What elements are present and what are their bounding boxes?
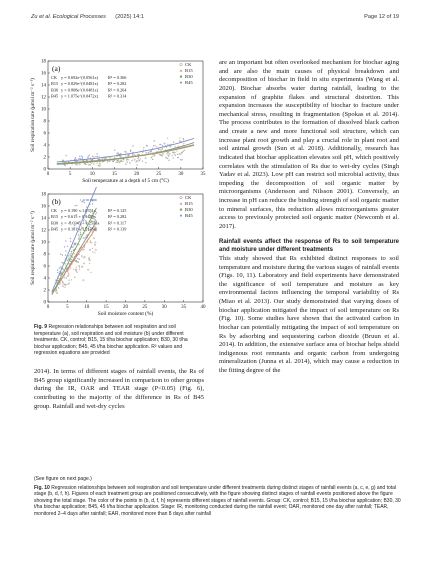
equation-series-name: CK xyxy=(51,75,57,80)
x-tick-label: 20 xyxy=(123,305,128,310)
data-point-b45 xyxy=(70,240,72,242)
data-point-b15 xyxy=(152,147,154,149)
data-point-b15 xyxy=(75,266,77,268)
data-point-ck xyxy=(89,249,90,250)
data-point-b45 xyxy=(68,255,70,257)
data-point-b45 xyxy=(80,199,82,201)
data-point-b30 xyxy=(113,161,114,162)
data-point-b45 xyxy=(159,154,161,156)
data-point-ck xyxy=(60,266,61,267)
y-tick-label: 10 xyxy=(41,240,46,246)
legend-marker-ck xyxy=(180,196,182,198)
y-tick-label: 6 xyxy=(43,131,46,137)
regression-equation: y = -0.0345 + 1.2575x xyxy=(61,220,100,226)
data-point-b15 xyxy=(125,155,127,157)
data-point-b15 xyxy=(68,272,70,274)
data-point-b45 xyxy=(62,254,64,256)
data-point-ck xyxy=(55,290,56,291)
data-point-b30 xyxy=(69,254,70,255)
data-point-ck xyxy=(88,258,89,259)
data-point-b30 xyxy=(69,280,70,281)
data-point-b30 xyxy=(60,275,61,276)
r-squared: R² = 0.264 xyxy=(108,87,127,93)
data-point-b30 xyxy=(75,244,76,245)
data-point-ck xyxy=(134,159,135,160)
data-point-ck xyxy=(59,284,60,285)
data-point-b15 xyxy=(64,286,66,288)
data-point-b30 xyxy=(78,244,79,245)
data-point-b30 xyxy=(181,152,182,153)
y-tick-label: 2 xyxy=(43,155,46,161)
legend-label-ck: CK xyxy=(185,195,192,200)
data-point-b15 xyxy=(89,263,91,265)
data-point-b15 xyxy=(98,155,100,157)
data-point-b30 xyxy=(98,165,99,166)
data-point-b30 xyxy=(59,268,60,269)
data-point-b15 xyxy=(62,284,64,286)
data-point-b15 xyxy=(167,137,169,139)
legend-label-ck: CK xyxy=(185,62,192,67)
data-point-b30 xyxy=(136,161,137,162)
data-point-ck xyxy=(95,249,96,250)
legend-label-b45: B45 xyxy=(185,80,193,85)
regression-equation: y = 0.181 + 1.5176x xyxy=(61,226,96,232)
data-point-b15 xyxy=(71,279,73,281)
data-point-b45 xyxy=(57,272,59,274)
data-point-b30 xyxy=(162,148,163,149)
data-point-b45 xyxy=(76,204,78,206)
data-point-b30 xyxy=(91,162,92,163)
legend-marker-b45 xyxy=(180,214,182,217)
equation-series-name: B15 xyxy=(51,81,59,87)
data-point-b45 xyxy=(92,203,94,205)
legend-label-b45: B45 xyxy=(185,213,193,218)
data-point-b45 xyxy=(83,202,85,204)
legend-marker-b45 xyxy=(180,81,182,84)
data-point-b45 xyxy=(79,155,81,157)
r-squared: R² = 0.139 xyxy=(108,226,127,232)
data-point-b45 xyxy=(96,156,98,158)
data-point-b30 xyxy=(151,157,152,158)
r-squared: R² = 0.282 xyxy=(108,81,127,87)
data-point-b30 xyxy=(62,281,63,282)
data-point-ck xyxy=(83,280,84,281)
data-point-b15 xyxy=(90,271,92,273)
data-point-ck xyxy=(160,149,161,150)
y-tick-label: 0 xyxy=(43,167,46,173)
legend-marker-b30 xyxy=(180,76,182,78)
data-point-b45 xyxy=(114,149,116,151)
data-point-b15 xyxy=(140,158,142,160)
data-point-b45 xyxy=(65,155,67,157)
data-point-ck xyxy=(102,158,103,159)
fit-line-ck xyxy=(57,143,194,165)
x-tick-label: 35 xyxy=(200,172,206,177)
data-point-b15 xyxy=(177,145,179,147)
data-point-ck xyxy=(56,292,57,293)
data-point-b30 xyxy=(116,160,117,161)
data-point-b15 xyxy=(90,242,92,244)
data-point-b30 xyxy=(84,163,85,164)
data-point-b30 xyxy=(177,154,178,155)
data-point-b15 xyxy=(81,266,83,268)
data-point-b30 xyxy=(162,155,163,156)
data-point-b45 xyxy=(132,145,134,147)
data-point-b30 xyxy=(137,164,138,165)
regression-equation: y = 1.075e^(0.0472x) xyxy=(61,93,99,99)
data-point-b30 xyxy=(65,255,66,256)
data-point-ck xyxy=(68,284,69,285)
panel-label: (a) xyxy=(52,64,61,73)
data-point-b15 xyxy=(92,251,94,253)
x-tick-label: 0 xyxy=(46,172,50,177)
regression-equation: y = 0.615 + 0.9459x xyxy=(61,214,96,220)
data-point-b30 xyxy=(76,260,77,261)
x-tick-label: 30 xyxy=(178,172,184,177)
data-point-b15 xyxy=(160,153,162,155)
data-point-b45 xyxy=(173,141,175,143)
data-point-b15 xyxy=(183,143,185,145)
data-point-ck xyxy=(162,154,163,155)
data-point-ck xyxy=(179,140,180,141)
data-point-b15 xyxy=(74,253,76,255)
x-tick-label: 0 xyxy=(46,305,50,310)
data-point-b30 xyxy=(170,146,171,147)
data-point-b15 xyxy=(78,237,80,239)
data-point-b45 xyxy=(124,151,126,153)
data-point-b45 xyxy=(60,253,62,255)
legend-marker-b15 xyxy=(180,69,183,71)
r-squared: R² = 0.117 xyxy=(108,220,127,226)
journal-name: Zu et al. Ecological Processes xyxy=(31,14,106,20)
data-point-ck xyxy=(83,237,84,238)
x-tick-label: 15 xyxy=(103,305,109,310)
legend-label-b15: B15 xyxy=(185,201,193,206)
running-header xyxy=(31,14,144,20)
data-point-ck xyxy=(81,255,82,256)
figure-9-label: Fig. 9 xyxy=(34,324,48,330)
legend-label-b30: B30 xyxy=(185,207,193,212)
r-squared: R² = 0.366 xyxy=(108,75,127,80)
data-point-b15 xyxy=(171,155,173,157)
legend-marker-ck xyxy=(180,63,182,65)
data-point-b30 xyxy=(179,153,180,154)
data-point-b45 xyxy=(65,240,67,242)
data-point-b15 xyxy=(68,282,70,284)
data-point-b30 xyxy=(145,162,146,163)
figure-9a xyxy=(24,55,212,190)
data-point-b45 xyxy=(84,199,86,201)
data-point-b30 xyxy=(90,240,91,241)
data-point-b45 xyxy=(78,258,80,260)
data-point-b45 xyxy=(88,154,90,156)
data-point-b30 xyxy=(160,155,161,156)
x-tick-label: 5 xyxy=(68,172,72,177)
data-point-b15 xyxy=(156,146,158,148)
data-point-b30 xyxy=(173,157,174,158)
y-tick-label: 0 xyxy=(43,300,46,306)
data-point-ck xyxy=(79,236,80,237)
data-point-b30 xyxy=(93,163,94,164)
left-column-text xyxy=(34,368,204,411)
right-paragraph-2: This study showed that Rs exhibited distinct responses to soil temperature and moisture during the various stages of rainfall events (Figs. 10, 11). Laboratory and field experiments have demonstrated the significance of soil temperature and moisture as key environmental factors influencing the temporal variability of Rs (Miao et al. 2013). Our study demonstrated that varying doses of biochar application mitigated the impact of soil temperature on Rs (Fig. 10). Some studies have shown that the activated carbon in biochar can potentially mitigating the impact of soil temperature on Rs by adsorbing and sequestering carbon dioxide (Bruun et al. 2014). In addition, the extensive surface area of biochar helps shield indigenous root remnants and organic carbon from undergoing mineralization (Junna et al. 2014), which may cause a reduction in the fitting degree of the xyxy=(219,254,399,375)
regression-equation: y = 0.190 + 1.0551x xyxy=(61,208,96,213)
data-point-ck xyxy=(99,165,100,166)
x-tick-label: 20 xyxy=(134,172,140,177)
data-point-b45 xyxy=(181,159,183,161)
data-point-b30 xyxy=(183,138,184,139)
r-squared: R² = 0.314 xyxy=(108,93,127,99)
y-tick-label: 16 xyxy=(41,71,46,77)
page-number: Page 12 of 19 xyxy=(364,14,399,20)
equation-series-name: B45 xyxy=(51,93,59,99)
x-tick-label: 40 xyxy=(200,305,206,310)
legend-label-b15: B15 xyxy=(185,68,193,73)
data-point-b45 xyxy=(78,158,80,160)
data-point-b30 xyxy=(80,232,81,233)
x-tick-label: 5 xyxy=(66,305,69,310)
data-point-b15 xyxy=(154,145,156,147)
data-point-ck xyxy=(82,249,83,250)
equation-series-name: B30 xyxy=(51,220,59,226)
data-point-b15 xyxy=(176,150,178,152)
y-tick-label: 8 xyxy=(43,252,46,258)
data-point-b30 xyxy=(84,246,85,247)
data-point-b15 xyxy=(96,162,98,164)
data-point-b45 xyxy=(78,234,80,236)
data-point-b45 xyxy=(153,140,155,142)
data-point-b30 xyxy=(180,159,181,160)
data-point-b30 xyxy=(122,161,123,162)
data-point-ck xyxy=(169,153,170,154)
data-point-b30 xyxy=(123,159,124,160)
data-point-b30 xyxy=(62,262,63,263)
data-point-ck xyxy=(167,144,168,145)
data-point-b15 xyxy=(143,149,145,151)
data-point-b30 xyxy=(109,161,110,162)
y-tick-label: 2 xyxy=(43,288,46,294)
r-squared: R² = 0.125 xyxy=(108,208,127,213)
data-point-b45 xyxy=(131,160,133,162)
figure-9-caption xyxy=(34,324,204,357)
data-point-b15 xyxy=(73,268,75,270)
data-point-b15 xyxy=(184,149,186,151)
data-point-b15 xyxy=(151,155,153,157)
data-point-b45 xyxy=(145,152,147,154)
chart-b xyxy=(24,188,212,323)
data-point-ck xyxy=(79,164,80,165)
data-point-b30 xyxy=(58,287,59,288)
y-tick-label: 12 xyxy=(41,95,46,101)
data-point-b30 xyxy=(71,259,72,260)
legend-marker-b30 xyxy=(180,209,182,211)
data-point-b45 xyxy=(65,250,67,252)
right-paragraph-1: are an important but often overlooked mechanism for biochar aging and are also the main causes of physical breakdown and decomposition of biochar in field in situ experiments (Wang et al. 2020). Biochar absorbs water during rainfall, leading to the expansion of graphite flakes and structural distortion. This expansion increases the susceptibility of biochar to fracture under mechanical stress, resulting in fragmentation (Spokas et al. 2014). The process contributes to the formation of dissolved black carbon and create a new and more functional soil structure, which can increase plant root growth and play a crucial role in plant root and soil animal growth (Sun et al. 2018). Additionally, research has indicated that biochar application elevates soil pH, which positively correlates with the stimulation of Rs due to wet-dry cycles (Singh Yadav et al. 2023). Low pH can restrict soil microbial activity, thus impeding the decomposition of soil organic matter by microorganisms (Andersson and Nilsson 2001). Conversely, an increase in pH can reduce the binding strength of soil organic matter to mineral surfaces, this reduction allows microorganisms greater access to previously protected soil organic matter (Newcomb et al. 2017). xyxy=(219,59,399,230)
data-point-ck xyxy=(95,242,96,243)
data-point-ck xyxy=(138,158,139,159)
y-tick-label: 6 xyxy=(43,264,46,270)
data-point-b15 xyxy=(128,159,130,161)
data-point-b30 xyxy=(72,256,73,257)
data-point-ck xyxy=(77,261,78,262)
data-point-ck xyxy=(165,157,166,158)
y-tick-label: 12 xyxy=(41,228,46,234)
figure-10-note xyxy=(34,476,406,517)
data-point-ck xyxy=(99,163,100,164)
y-tick-label: 14 xyxy=(41,83,46,89)
data-point-b15 xyxy=(70,268,72,270)
data-point-b30 xyxy=(85,163,86,164)
data-point-ck xyxy=(89,260,90,261)
data-point-b30 xyxy=(167,152,168,153)
data-point-b30 xyxy=(118,152,119,153)
left-paragraph: 2014). In terms of different stages of rainfall events, the Rs of B45 group significantly increased in comparison to other groups during the IR, OAR and TEAR stage (P<0.05) (Fig. 6), contributing to the majority of the difference in Rs of B45 group. Rainfall and wet-dry cycles xyxy=(34,368,204,410)
y-axis-label: Soil respiration rate (μmol m⁻² s⁻¹) xyxy=(30,211,36,285)
data-point-ck xyxy=(65,263,66,264)
data-point-b30 xyxy=(152,159,153,160)
legend-marker-b15 xyxy=(180,202,183,204)
data-point-b15 xyxy=(120,159,122,161)
data-point-ck xyxy=(83,263,84,264)
y-tick-label: 4 xyxy=(43,276,46,282)
regression-equation: y = 0.808e^(0.0481x) xyxy=(61,87,99,93)
data-point-b30 xyxy=(79,266,80,267)
x-tick-label: 10 xyxy=(84,305,90,310)
volume-info: (2025) 14:1 xyxy=(115,14,144,20)
x-tick-label: 25 xyxy=(156,172,162,177)
panel-label: (b) xyxy=(52,197,61,206)
data-point-b30 xyxy=(98,159,99,160)
data-point-b45 xyxy=(96,153,98,155)
data-point-b45 xyxy=(153,145,155,147)
x-tick-label: 15 xyxy=(111,172,117,177)
data-point-b15 xyxy=(179,137,181,139)
data-point-b30 xyxy=(90,164,91,165)
x-tick-label: 10 xyxy=(89,172,95,177)
equation-series-name: CK xyxy=(51,208,57,213)
figure-10-text: Regression relationships between soil respiration and soil temperature under different treatments during distinct stages of rainfall events (a, c, e, g) and total stage (b, d, f, h). Figures of each treatment group are positioned consecutively, with the figure showing distinct stages of rainfall events positioned above the figure showing the total stage. The color of the points in (b, d, f, h) represents different stages of rainfall events. Group: CK, control; B15, 15 t/ha biochar application; B30, 30 t/ha biochar application; B45, 45 t/ha biochar application. Stage: IR, monitoring conducted during the rainfall event; OAR, monitored one day after rainfall; TEAR, monitored 2–4 days after rainfall; EAR, monitored more than 8 days after rainfall xyxy=(34,484,401,517)
y-tick-label: 10 xyxy=(41,107,46,113)
data-point-ck xyxy=(64,277,65,278)
data-point-b15 xyxy=(79,268,81,270)
data-point-b45 xyxy=(167,158,169,160)
data-point-ck xyxy=(93,238,94,239)
data-point-ck xyxy=(84,256,85,257)
data-point-b30 xyxy=(183,151,184,152)
right-column-text xyxy=(219,59,399,376)
data-point-ck xyxy=(88,164,89,165)
data-point-b30 xyxy=(175,155,176,156)
data-point-b30 xyxy=(80,234,81,235)
data-point-b45 xyxy=(142,160,144,162)
data-point-b30 xyxy=(71,253,72,254)
data-point-ck xyxy=(67,275,68,276)
chart-a xyxy=(24,55,212,190)
figure-10-label: Fig. 10 xyxy=(34,484,50,491)
x-tick-label: 30 xyxy=(161,305,167,310)
figure-9b xyxy=(24,188,212,323)
equation-series-name: B15 xyxy=(51,214,59,220)
data-point-b15 xyxy=(68,274,70,276)
data-point-ck xyxy=(145,157,146,158)
y-tick-label: 14 xyxy=(41,216,46,222)
equation-series-name: B45 xyxy=(51,226,59,232)
data-point-b45 xyxy=(65,277,67,279)
data-point-b45 xyxy=(161,145,163,147)
r-squared: R² = 0.282 xyxy=(108,214,127,220)
data-point-b30 xyxy=(138,160,139,161)
data-point-ck xyxy=(94,244,95,245)
y-tick-label: 18 xyxy=(41,59,46,65)
data-point-b30 xyxy=(63,269,64,270)
data-point-b30 xyxy=(127,161,128,162)
data-point-ck xyxy=(76,164,77,165)
data-point-b45 xyxy=(168,155,170,157)
data-point-b45 xyxy=(66,245,68,247)
data-point-b15 xyxy=(94,252,96,254)
section-heading: Rainfall events affect the response of Rs to soil temperature and moisture under different treatments xyxy=(219,238,399,253)
regression-equation: y = 0.829e^(0.0481x) xyxy=(61,81,99,87)
y-tick-label: 18 xyxy=(41,192,46,198)
data-point-b45 xyxy=(64,246,66,248)
data-point-b15 xyxy=(115,162,117,164)
regression-equation: y = 0.692e^(0.0561x) xyxy=(61,75,99,80)
x-axis-label: Soil moisture content (%) xyxy=(97,311,154,317)
fit-line-b15 xyxy=(52,227,97,292)
see-next-page: (See figure on next page.) xyxy=(34,476,92,482)
y-tick-label: 4 xyxy=(43,143,46,149)
y-axis-label: Soil respiration rate (μmol m⁻² s⁻¹) xyxy=(30,78,36,152)
legend-label-b30: B30 xyxy=(185,74,193,79)
data-point-ck xyxy=(125,163,126,164)
data-point-b45 xyxy=(147,152,149,154)
y-tick-label: 16 xyxy=(41,204,46,210)
data-point-b45 xyxy=(57,269,59,271)
data-point-ck xyxy=(180,153,181,154)
data-point-b30 xyxy=(121,161,122,162)
data-point-b30 xyxy=(168,160,169,161)
data-point-b30 xyxy=(74,277,75,278)
data-point-b45 xyxy=(174,151,176,153)
data-point-ck xyxy=(87,157,88,158)
x-axis-label: Soil temperature at a depth of 5 cm (°C) xyxy=(82,178,169,184)
data-point-b15 xyxy=(117,161,119,163)
x-tick-label: 35 xyxy=(181,305,187,310)
figure-9-text: Regression relationships between soil respiration and soil temperature (a), soil respiration and soil moisture (b) under different treatments. CK, control; B15, 15 t/ha biochar application; B30, 30 t/ha biochar application; B45, 45 t/ha biochar application. R² values and regression equations are provided xyxy=(34,324,188,357)
data-point-b45 xyxy=(62,286,64,288)
data-point-b15 xyxy=(95,156,97,158)
data-point-ck xyxy=(129,162,130,163)
data-point-b45 xyxy=(74,205,76,207)
y-tick-label: 8 xyxy=(43,119,46,125)
equation-series-name: B30 xyxy=(51,87,59,93)
data-point-b15 xyxy=(78,265,80,267)
data-point-b15 xyxy=(88,257,90,259)
data-point-b45 xyxy=(77,258,79,260)
data-point-b30 xyxy=(119,161,120,162)
data-point-ck xyxy=(164,143,165,144)
data-point-b15 xyxy=(92,247,94,249)
data-point-b30 xyxy=(143,147,144,148)
data-point-b45 xyxy=(69,238,71,240)
data-point-ck xyxy=(87,269,88,270)
data-point-b15 xyxy=(173,153,175,155)
data-point-b15 xyxy=(134,154,136,156)
x-tick-label: 25 xyxy=(142,305,148,310)
